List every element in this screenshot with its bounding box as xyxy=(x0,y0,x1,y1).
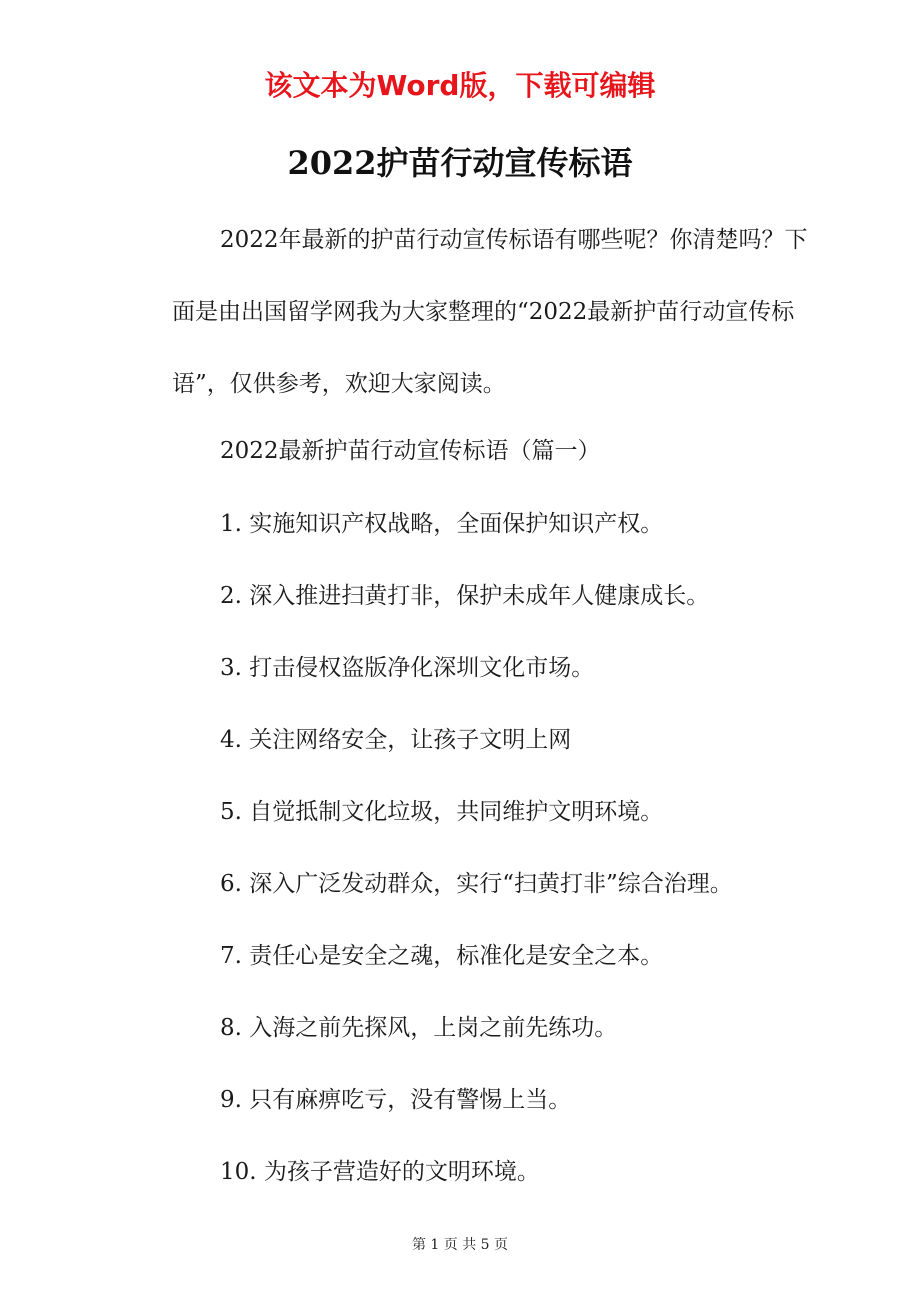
slogan-item-1: 1. 实施知识产权战略，全面保护知识产权。 xyxy=(220,511,664,537)
slogan-item-6: 6. 深入广泛发动群众，实行“扫黄打非”综合治理。 xyxy=(220,871,733,897)
intro-paragraph: 2022年最新的护苗行动宣传标语有哪些呢？你清楚吗？下面是由出国留学网我为大家整理的“2022最新护苗行动宣传标语”，仅供参考，欢迎大家阅读。 xyxy=(172,227,808,397)
slogan-item-3: 3. 打击侵权盗版净化深圳文化市场。 xyxy=(220,655,595,681)
page-footer: 第 1 页 共 5 页 xyxy=(411,1237,509,1253)
slogan-item-2: 2. 深入推进扫黄打非，保护未成年人健康成长。 xyxy=(220,583,710,609)
slogan-item-7: 7. 责任心是安全之魂，标准化是安全之本。 xyxy=(220,943,664,969)
slogan-item-8: 8. 入海之前先探风，上岗之前先练功。 xyxy=(220,1015,618,1041)
slogan-item-4: 4. 关注网络安全，让孩子文明上网 xyxy=(220,727,572,753)
document-title: 2022护苗行动宣传标语 xyxy=(287,144,633,182)
word-version-banner: 该文本为Word版，下载可编辑 xyxy=(264,69,656,102)
slogan-item-10: 10. 为孩子营造好的文明环境。 xyxy=(220,1159,540,1185)
section-heading: 2022最新护苗行动宣传标语（篇一） xyxy=(220,438,601,464)
slogan-item-5: 5. 自觉抵制文化垃圾，共同维护文明环境。 xyxy=(220,799,664,825)
slogan-item-9: 9. 只有麻痹吃亏，没有警惕上当。 xyxy=(220,1087,572,1113)
